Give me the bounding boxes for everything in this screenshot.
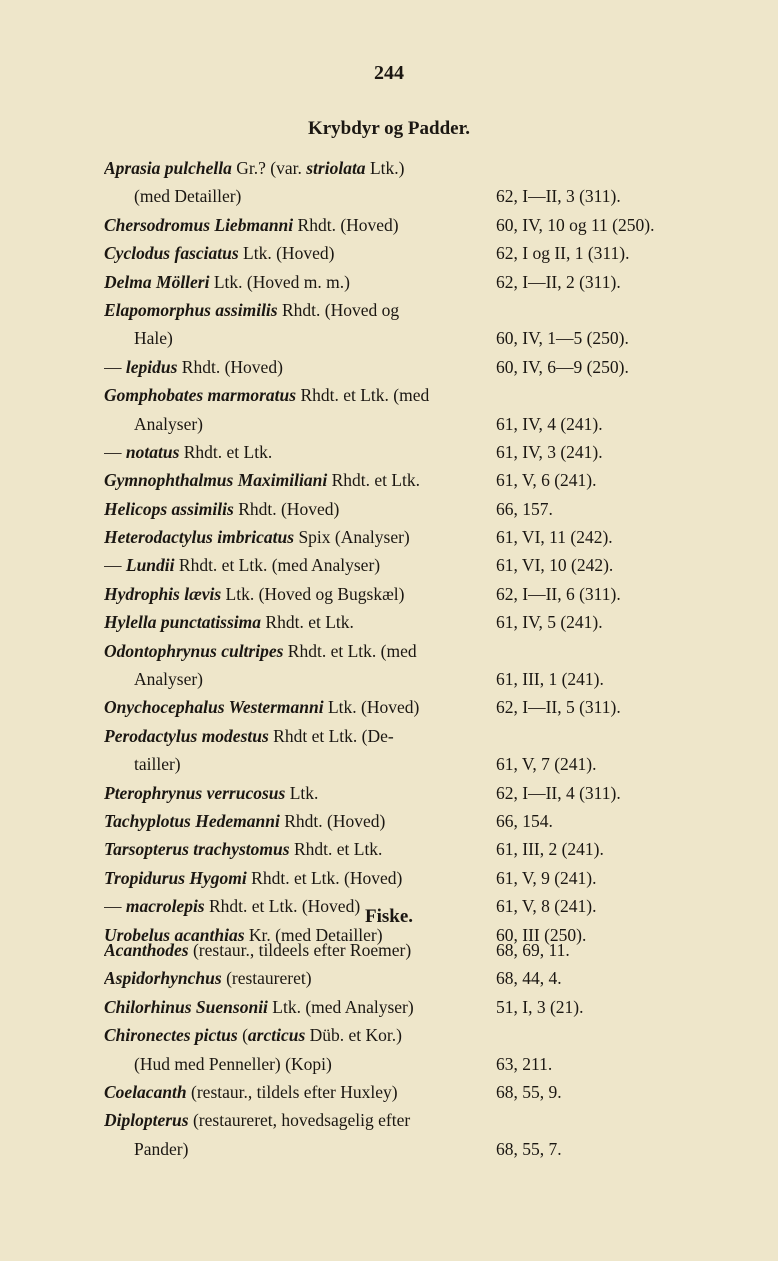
entry-text: Ltk. xyxy=(285,782,319,803)
entry-name xyxy=(104,495,339,523)
species-name: Aspidorhynchus xyxy=(104,968,222,989)
plate-reference: 68, 55, 7. xyxy=(496,1138,562,1159)
index-entry xyxy=(104,864,704,892)
entry-text: Spix (Analyser) xyxy=(294,527,410,548)
entry-name xyxy=(134,410,203,438)
entry-text: Ltk.) xyxy=(365,158,405,178)
entry-name xyxy=(104,239,334,267)
index-entry xyxy=(104,239,704,267)
entry-text: ( xyxy=(237,1025,248,1046)
entry-text: Rhdt. (Hoved) xyxy=(293,214,399,235)
entry-text: tailler) xyxy=(134,754,181,775)
species-name: Hydrophis lævis xyxy=(104,583,222,604)
entry-text: Rhdt. et Ltk. (Hoved) xyxy=(204,896,361,917)
plate-reference: 60, IV, 10 og 11 (250). xyxy=(496,214,655,235)
index-entry xyxy=(104,1135,704,1163)
index-entry xyxy=(104,154,704,182)
plate-reference: 68, 44, 4. xyxy=(496,968,562,989)
plate-reference: 66, 157. xyxy=(496,498,553,519)
entry-name xyxy=(134,665,203,693)
entry-text: Rhdt. et Ltk. xyxy=(289,839,383,860)
species-name: lepidus xyxy=(125,356,178,377)
species-name: Tachyplotus Hedemanni xyxy=(104,810,280,831)
entry-name xyxy=(104,779,318,807)
entry-name xyxy=(134,1135,188,1163)
species-name: Urobelus acanthias xyxy=(104,924,245,945)
entry-text: — xyxy=(104,356,126,377)
entry-name xyxy=(104,1078,398,1106)
entry-text: Düb. et Kor.) xyxy=(305,1025,403,1046)
entry-text: Rhdt. et Ltk. xyxy=(261,612,354,633)
species-name: Gomphobates marmoratus xyxy=(104,385,297,406)
index-entry xyxy=(104,1021,704,1049)
entry-name xyxy=(104,580,404,608)
index-entry xyxy=(104,324,704,352)
index-entry xyxy=(104,466,704,494)
species-name: macrolepis xyxy=(125,896,205,917)
species-name: Hylella punctatissima xyxy=(104,612,262,633)
index-entry xyxy=(104,1078,704,1106)
index-entry xyxy=(104,936,704,964)
plate-reference: 60, IV, 1—5 (250). xyxy=(496,328,629,349)
index-entry xyxy=(104,211,704,239)
section-title-fiske: Fiske. xyxy=(364,906,414,927)
index-entry xyxy=(104,353,704,381)
index-entry xyxy=(104,807,704,835)
entry-text: Rhdt. et Ltk. xyxy=(179,441,273,462)
index-entry xyxy=(104,551,704,579)
index-entry xyxy=(104,750,704,778)
plate-reference: 61, III, 1 (241). xyxy=(496,669,604,690)
entry-text: Ltk. (Hoved) xyxy=(323,697,420,718)
entry-text: Ltk. (Hoved m. m.) xyxy=(209,271,350,292)
entry-name xyxy=(104,608,354,636)
index-entry xyxy=(104,693,704,721)
entry-name xyxy=(104,353,283,381)
entry-name xyxy=(104,296,399,324)
plate-reference: 62, I—II, 6 (311). xyxy=(496,583,621,604)
plate-reference: 61, IV, 5 (241). xyxy=(496,612,603,633)
index-list-krybdyr xyxy=(104,154,704,949)
entry-name xyxy=(104,807,385,835)
index-list-fiske xyxy=(104,936,704,1163)
index-entry xyxy=(104,410,704,438)
index-entry xyxy=(104,835,704,863)
plate-reference: 61, IV, 3 (241). xyxy=(496,441,603,462)
index-entry xyxy=(104,268,704,296)
plate-reference: 51, I, 3 (21). xyxy=(496,996,584,1017)
entry-text: Rhdt. (Hoved) xyxy=(279,810,386,831)
index-entry xyxy=(104,637,704,665)
plate-reference: 68, 55, 9. xyxy=(496,1081,562,1102)
plate-reference: 60, III (250). xyxy=(496,924,587,945)
species-name: Delma Mölleri xyxy=(104,271,210,292)
species-name: Acanthodes xyxy=(104,940,189,960)
entry-name xyxy=(104,637,417,665)
entry-text: Rhdt. (Hoved) xyxy=(177,356,283,377)
entry-name xyxy=(134,750,181,778)
plate-reference: 61, IV, 4 (241). xyxy=(496,413,603,434)
entry-text: Analyser) xyxy=(134,413,204,434)
species-name: arcticus xyxy=(247,1025,306,1046)
index-entry xyxy=(104,523,704,551)
species-name: striolata xyxy=(306,158,366,178)
entry-text: Hale) xyxy=(134,328,173,349)
species-name: Aprasia pulchella xyxy=(104,158,232,178)
species-name: Cyclodus fasciatus xyxy=(104,243,239,264)
species-name: Perodactylus modestus xyxy=(104,725,269,746)
entry-text: (restaureret, hovedsagelig efter xyxy=(188,1110,411,1131)
section-title-krybdyr-og-padder: Krybdyr og Padder. xyxy=(307,118,471,139)
species-name: Lundii xyxy=(125,555,175,576)
index-entry xyxy=(104,438,704,466)
plate-reference: 61, VI, 11 (242). xyxy=(496,527,613,548)
plate-reference: 61, V, 8 (241). xyxy=(496,896,597,917)
species-name: Onychocephalus Westermanni xyxy=(104,697,324,718)
entry-text: (med Detailler) xyxy=(134,186,242,207)
species-name: Chilorhinus Suensonii xyxy=(104,996,268,1017)
index-entry xyxy=(104,722,704,750)
entry-text: Rhdt. (Hoved og xyxy=(277,299,400,320)
entry-text: Rhdt. et Ltk. (Hoved) xyxy=(246,867,403,888)
plate-reference: 62, I—II, 5 (311). xyxy=(496,697,621,718)
species-name: Tarsopterus trachystomus xyxy=(104,839,290,860)
entry-name xyxy=(104,466,420,494)
entry-text: Ltk. (Hoved og Bugskæl) xyxy=(221,583,405,604)
entry-name xyxy=(104,864,402,892)
entry-name xyxy=(104,551,380,579)
entry-name xyxy=(104,438,272,466)
entry-text: Rhdt. (Hoved) xyxy=(233,498,340,519)
index-entry xyxy=(104,964,704,992)
index-entry xyxy=(104,296,704,324)
index-entry xyxy=(104,580,704,608)
entry-name xyxy=(104,381,429,409)
plate-reference: 61, V, 6 (241). xyxy=(496,470,597,491)
entry-text: Rhdt. et Ltk. (med xyxy=(283,640,417,661)
plate-reference: 61, V, 9 (241). xyxy=(496,867,597,888)
plate-reference: 62, I—II, 2 (311). xyxy=(496,271,621,292)
index-entry xyxy=(104,495,704,523)
entry-name xyxy=(104,154,404,182)
species-name: Chironectes pictus xyxy=(104,1025,238,1046)
entry-name xyxy=(104,523,410,551)
entry-text: (restaur., tildeels efter Roemer) xyxy=(188,940,412,960)
plate-reference: 62, I—II, 4 (311). xyxy=(496,782,621,803)
plate-reference: 62, I og II, 1 (311). xyxy=(496,243,630,264)
species-name: notatus xyxy=(125,441,180,462)
entry-text: Rhdt. et Ltk. (med xyxy=(296,385,430,406)
species-name: Elapomorphus assimilis xyxy=(104,299,278,320)
entry-text: (Hud med Penneller) (Kopi) xyxy=(134,1053,332,1074)
plate-reference: 62, I—II, 3 (311). xyxy=(496,186,621,207)
entry-text: Ltk. (med Analyser) xyxy=(267,996,414,1017)
index-entry xyxy=(104,779,704,807)
plate-reference: 61, VI, 10 (242). xyxy=(496,555,614,576)
index-entry xyxy=(104,993,704,1021)
entry-name xyxy=(104,964,312,992)
species-name: Chersodromus Liebmanni xyxy=(104,214,294,235)
index-entry xyxy=(104,1050,704,1078)
entry-name xyxy=(104,268,350,296)
index-entry xyxy=(104,381,704,409)
plate-reference: 66, 154. xyxy=(496,810,553,831)
entry-text: Rhdt. et Ltk. (med Analyser) xyxy=(174,555,381,576)
entry-text: Rhdt. et Ltk. xyxy=(327,470,421,491)
entry-name xyxy=(104,722,394,750)
index-entry xyxy=(104,608,704,636)
entry-text: Rhdt et Ltk. (De- xyxy=(268,725,394,746)
entry-name xyxy=(134,182,241,210)
entry-name xyxy=(104,936,411,964)
page-number: 244 xyxy=(374,62,404,84)
plate-reference: 60, IV, 6—9 (250). xyxy=(496,356,629,377)
species-name: Tropidurus Hygomi xyxy=(104,867,247,888)
plate-reference: 68, 69, 11. xyxy=(496,940,570,960)
index-entry xyxy=(104,182,704,210)
entry-name xyxy=(104,1106,410,1134)
entry-name xyxy=(104,993,414,1021)
entry-text: Gr.? (var. xyxy=(231,158,307,178)
plate-reference: 63, 211. xyxy=(496,1053,553,1074)
species-name: Diplopterus xyxy=(104,1110,189,1131)
entry-text: Ltk. (Hoved) xyxy=(238,243,335,264)
entry-name xyxy=(104,835,382,863)
index-entry xyxy=(104,1106,704,1134)
entry-name xyxy=(104,211,399,239)
entry-text: (restaur., tildels efter Huxley) xyxy=(186,1081,398,1102)
species-name: Coelacanth xyxy=(104,1081,187,1102)
index-entry xyxy=(104,665,704,693)
entry-text: — xyxy=(104,441,126,462)
species-name: Odontophrynus cultripes xyxy=(104,640,284,661)
entry-name xyxy=(134,1050,332,1078)
entry-text: — xyxy=(104,896,126,917)
plate-reference: 61, V, 7 (241). xyxy=(496,754,597,775)
entry-text: (restaureret) xyxy=(221,968,312,989)
entry-name xyxy=(104,1021,402,1049)
plate-reference: 61, III, 2 (241). xyxy=(496,839,604,860)
entry-text: Analyser) xyxy=(134,669,204,690)
species-name: Pterophrynus verrucosus xyxy=(104,782,286,803)
entry-name xyxy=(104,693,419,721)
species-name: Heterodactylus imbricatus xyxy=(104,527,295,548)
entry-text: Kr. (med Detailler) xyxy=(244,924,383,945)
entry-text: — xyxy=(104,555,126,576)
entry-name xyxy=(134,324,173,352)
species-name: Gymnophthalmus Maximiliani xyxy=(104,470,328,491)
entry-text: Pander) xyxy=(134,1138,189,1159)
species-name: Helicops assimilis xyxy=(104,498,234,519)
